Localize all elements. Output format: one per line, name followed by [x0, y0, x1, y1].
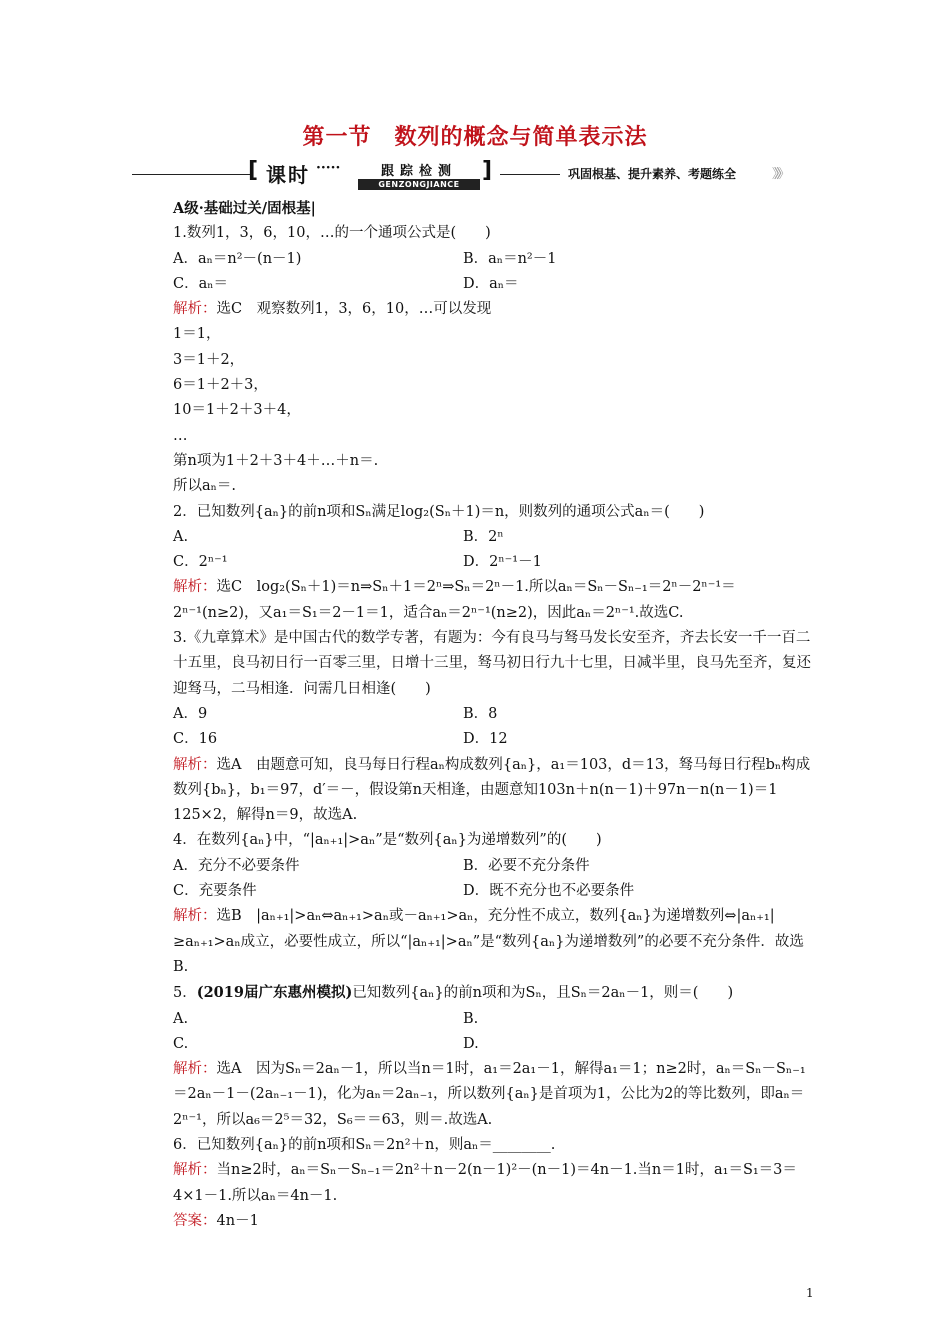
option-b: B.	[463, 1010, 479, 1027]
option-d: D．2ⁿ⁻¹－1	[463, 554, 542, 571]
page-title: 第一节 数列的概念与简单表示法	[302, 124, 648, 150]
question-3-analysis: 解析：选A 由题意可知，良马每日行程aₙ构成数列{aₙ}，a₁＝103，d＝13，驽马每日行程bₙ构成数列{bₙ}，b₁＝97，d′＝－，假设第n天相逢，由题意知103n＋n(n－1)＋97n－n(n－1)＝1 125×2，解得n＝9，故选A.	[173, 756, 811, 824]
banner-slogan: 巩固根基、提升素养、考题练全	[568, 167, 737, 181]
analysis-line: 3＝1＋2，	[173, 351, 245, 368]
option-c: C．aₙ＝	[173, 275, 229, 292]
question-3-stem: 3.《九章算术》是中国古代的数学专著，有题为：今有良马与驽马发长安至齐，齐去长安一千一百二十五里，良马初日行一百零三里，日增十三里，驽马初日行九十七里，日减半里，良马先至齐，复还迎驽马，二马相逢．问需几日相逢( )	[173, 630, 811, 697]
question-4-options-ab	[163, 854, 818, 879]
banner-rule-right	[500, 174, 560, 175]
option-b: B．必要不充分条件	[463, 857, 590, 874]
question-6-stem: 6．已知数列{aₙ}的前n项和Sₙ＝2n²＋n，则aₙ＝________.	[173, 1136, 556, 1153]
question-2-options-ab	[163, 525, 818, 550]
question-4-stem: 4．在数列{aₙ}中，“|aₙ₊₁|>aₙ”是“数列{aₙ}为递增数列”的( )	[173, 832, 602, 849]
option-c: C．2ⁿ⁻¹	[173, 554, 228, 571]
question-1-stem: 1.数列1，3，6，10，…的一个通项公式是( )	[173, 225, 491, 242]
question-2-stem: 2．已知数列{aₙ}的前n项和Sₙ满足log₂(Sₙ＋1)＝n，则数列的通项公式aₙ＝( )	[173, 503, 705, 520]
option-a: A．9	[173, 705, 208, 722]
question-5-stem: 5．(2019届广东惠州模拟)已知数列{aₙ}的前n项和为Sₙ，且Sₙ＝2aₙ－1，则＝( )	[173, 984, 734, 1002]
question-6-analysis: 解析：当n≥2时，aₙ＝Sₙ－Sₙ₋₁＝2n²＋n－2(n－1)²－(n－1)＝4n－1.当n＝1时，a₁＝S₁＝3＝4×1－1.所以aₙ＝4n－1.	[173, 1162, 797, 1204]
analysis-line: 所以aₙ＝.	[173, 478, 237, 495]
question-5-options-ab	[163, 1007, 818, 1032]
banner-dots: ·····	[316, 160, 341, 176]
banner-rule-left	[132, 174, 250, 175]
question-1-analysis: 解析：选C 观察数列1，3，6，10，…可以发现	[173, 301, 492, 318]
option-d: D．aₙ＝	[463, 275, 519, 292]
banner-genzong-logo: 跟踪检测 GENZONGJIANCE	[358, 160, 480, 186]
option-d: D.	[463, 1035, 479, 1052]
question-3-options-ab	[163, 702, 818, 727]
option-a: A.	[173, 1010, 189, 1027]
question-3-options-cd	[163, 727, 818, 752]
analysis-line: 1＝1，	[173, 326, 221, 343]
option-c: C．16	[173, 731, 218, 748]
question-1-options-ab	[163, 247, 818, 272]
analysis-line: 10＝1＋2＋3＋4，	[173, 402, 301, 419]
option-c: C.	[173, 1035, 189, 1052]
question-5-options-cd	[163, 1032, 818, 1057]
page-number: 1	[806, 1286, 814, 1300]
option-a: A.	[173, 528, 189, 545]
analysis-line: 6＝1＋2＋3，	[173, 377, 268, 394]
question-2-options-cd	[163, 550, 818, 575]
analysis-line: …	[173, 427, 188, 444]
level-heading: A级·基础过关/固根基|	[173, 200, 316, 217]
question-2-analysis: 解析：选C log₂(Sₙ＋1)＝n⇒Sₙ＋1＝2ⁿ⇒Sₙ＝2ⁿ－1.所以aₙ＝Sₙ－Sₙ₋₁＝2ⁿ－2ⁿ⁻¹＝2ⁿ⁻¹(n≥2)，又a₁＝S₁＝2－1＝1，适合aₙ＝2ⁿ⁻¹(n≥2)，因此aₙ＝2ⁿ⁻¹.故选C.	[173, 579, 736, 621]
question-4-analysis: 解析：选B |aₙ₊₁|>aₙ⇔aₙ₊₁>aₙ或－aₙ₊₁>aₙ，充分性不成立，数列{aₙ}为递增数列⇔|aₙ₊₁|≥aₙ₊₁>aₙ成立，必要性成立，所以“|aₙ₊₁|>aₙ”是“数列{aₙ}为递增数列”的必要不充分条件．故选B.	[173, 908, 804, 975]
banner-label: 课时	[266, 163, 310, 187]
question-5-analysis: 解析：选A 因为Sₙ＝2aₙ－1，所以当n＝1时，a₁＝2a₁－1，解得a₁＝1；n≥2时，aₙ＝Sₙ－Sₙ₋₁＝2aₙ－1－(2aₙ₋₁－1)，化为aₙ＝2aₙ₋₁，所以数列{aₙ}是首项为1，公比为2的等比数列，即aₙ＝2ⁿ⁻¹，所以a₆＝2⁵＝32，S₆＝＝63，则＝.故选A.	[173, 1061, 806, 1128]
chevron-right-icon: 》》》	[772, 167, 787, 182]
option-d: D．12	[463, 731, 508, 748]
question-1-options-cd	[163, 272, 818, 297]
option-b: B．2ⁿ	[463, 528, 504, 545]
option-c: C．充要条件	[173, 883, 257, 900]
question-4-options-cd	[163, 879, 818, 904]
option-b: B．aₙ＝n²－1	[463, 250, 557, 267]
banner-bracket-close: ]	[482, 158, 493, 183]
option-a: A．充分不必要条件	[173, 857, 300, 874]
banner-bracket-open: [	[248, 158, 259, 183]
question-6-answer: 答案：4n－1	[173, 1212, 259, 1229]
option-a: A．aₙ＝n²－(n－1)	[173, 250, 302, 267]
analysis-line: 第n项为1＋2＋3＋4＋…＋n＝.	[173, 452, 379, 469]
option-b: B．8	[463, 705, 498, 722]
document-body	[163, 196, 818, 1234]
option-d: D．既不充分也不必要条件	[463, 883, 635, 900]
section-banner	[132, 158, 812, 188]
